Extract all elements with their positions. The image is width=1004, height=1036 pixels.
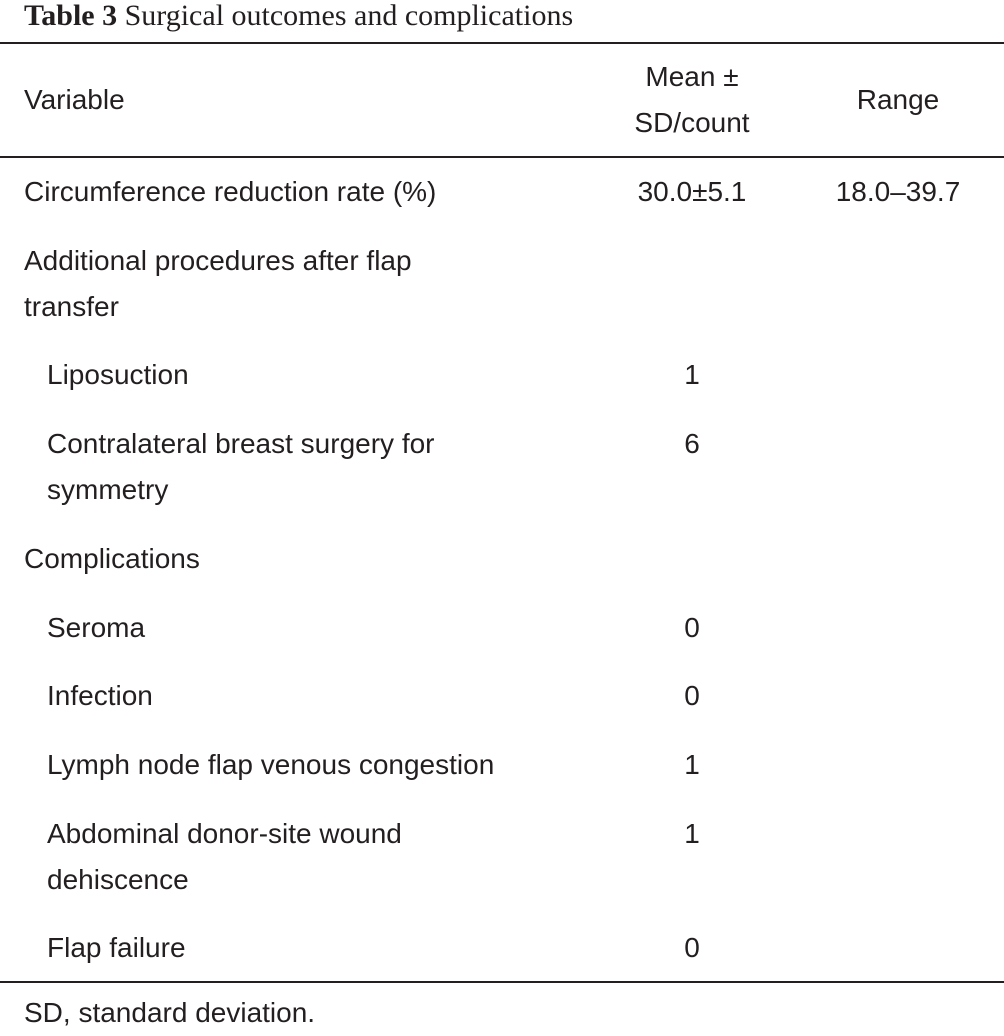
row-mean: 6 [684,428,700,459]
row-mean: 1 [684,359,700,390]
row-mean: 1 [684,749,700,780]
row-variable-line1: Abdominal donor-site wound [47,818,402,849]
row-mean: 0 [684,932,700,963]
header-variable: Variable [24,84,125,115]
row-variable: Flap failure [47,932,186,963]
row-mean: 0 [684,680,700,711]
row-mean: 1 [684,818,700,849]
row-variable: Liposuction [47,359,189,390]
row-variable-line2: transfer [24,291,119,322]
top-rule [0,42,1004,44]
row-mean: 30.0±5.1 [637,176,747,207]
row-variable-line2: symmetry [47,474,169,505]
table-caption [24,0,573,36]
header-mean-line1: Mean ± [645,61,739,92]
table-label: Table 3 [24,0,118,32]
row-mean: 0 [684,612,700,643]
row-variable: Complications [24,543,200,574]
row-variable: Infection [47,680,153,711]
row-variable-line1: Contralateral breast surgery for [47,428,435,459]
table-title: Surgical outcomes and complications [124,0,574,32]
row-range: 18.0–39.7 [835,176,961,207]
row-variable: Lymph node flap venous congestion [47,749,495,780]
header-rule [0,156,1004,158]
header-mean-line2: SD/count [634,107,750,138]
row-variable-line2: dehiscence [47,864,189,895]
header-range: Range [856,84,940,115]
row-variable: Circumference reduction rate (%) [24,176,437,207]
row-variable-line1: Additional procedures after flap [24,245,412,276]
table-footnote: SD, standard deviation. [24,997,316,1028]
row-variable: Seroma [47,612,146,643]
bottom-rule [0,981,1004,983]
